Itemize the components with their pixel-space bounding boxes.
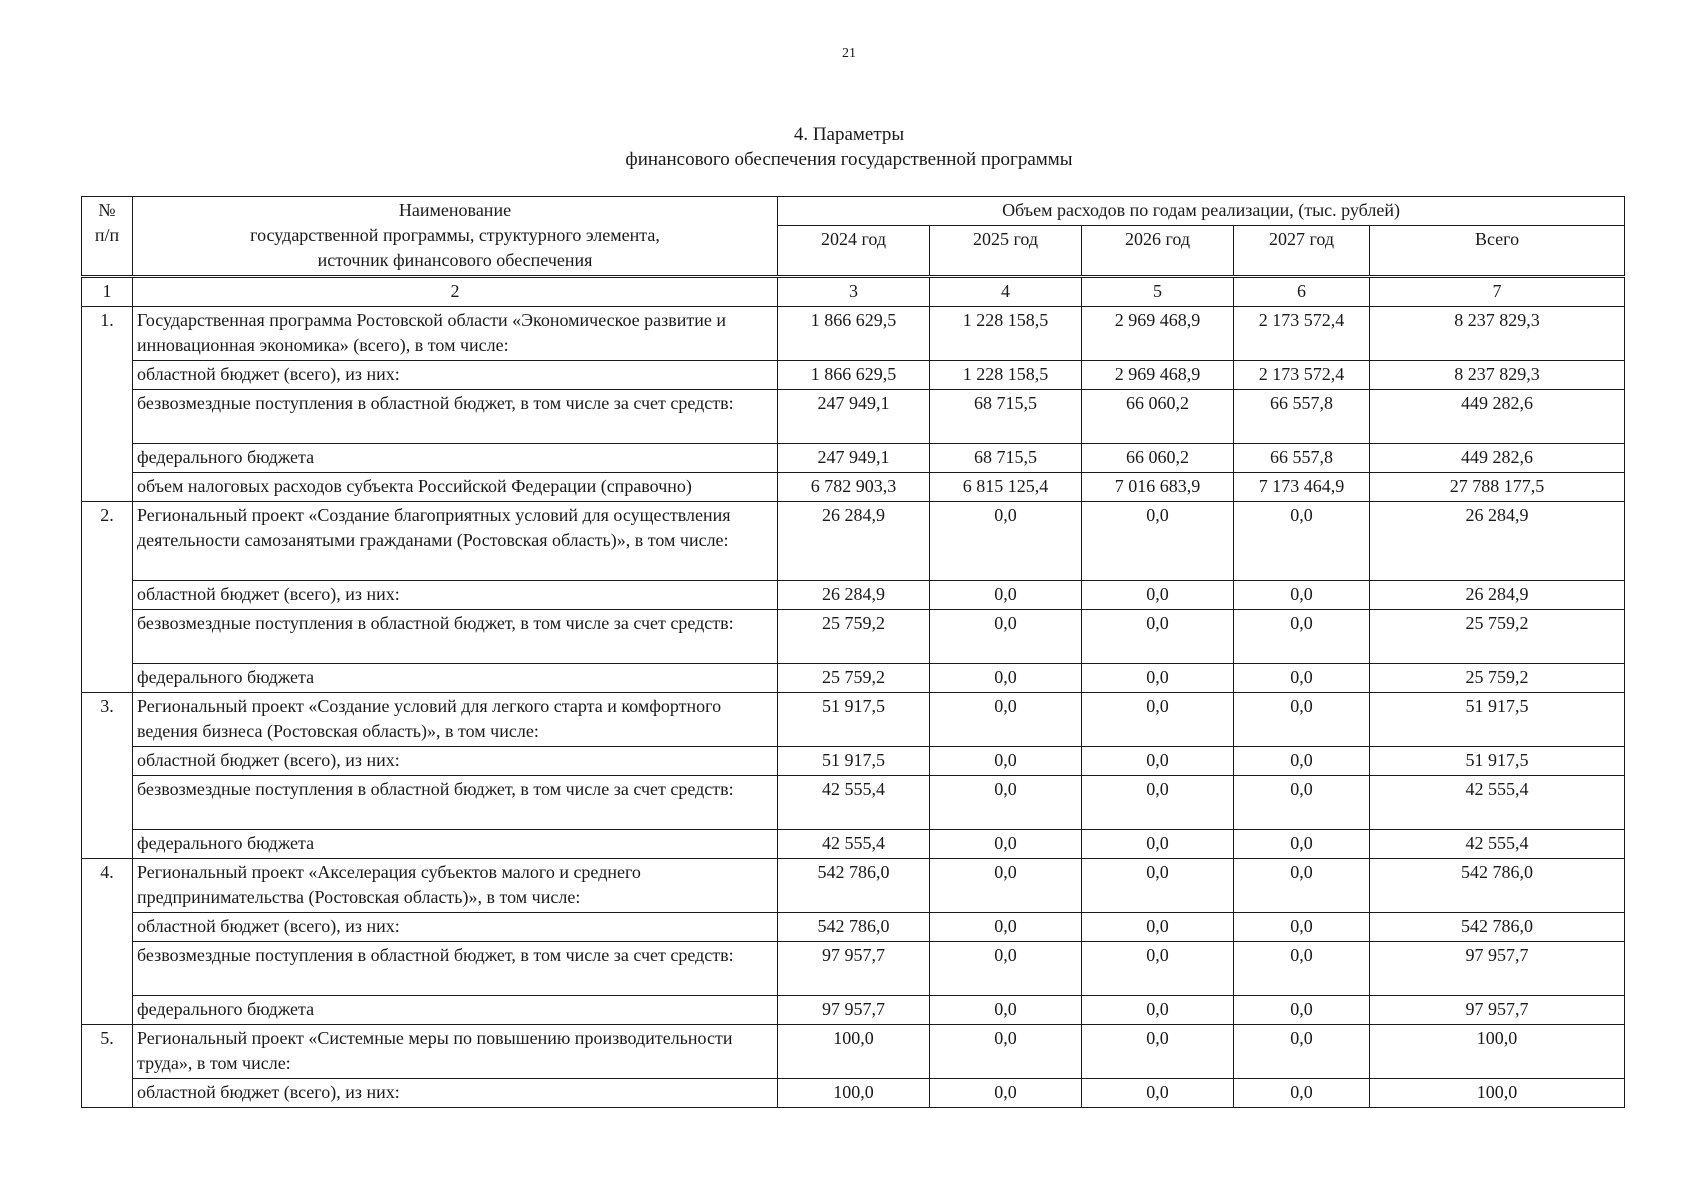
table-row bbox=[82, 693, 1625, 747]
row-number: 3. bbox=[82, 693, 133, 859]
value-2027: 0,0 bbox=[1234, 776, 1370, 830]
table-row bbox=[82, 830, 1625, 859]
value-2026: 0,0 bbox=[1082, 942, 1234, 996]
value-2024: 6 782 903,3 bbox=[778, 473, 930, 502]
value-2026: 0,0 bbox=[1082, 996, 1234, 1025]
value-2027: 0,0 bbox=[1234, 913, 1370, 942]
value-2027: 0,0 bbox=[1234, 996, 1370, 1025]
page-number: 21 bbox=[842, 46, 856, 61]
value-total: 8 237 829,3 bbox=[1370, 361, 1625, 390]
row-name: Региональный проект «Создание условий для легкого старта и комфортного ведения бизнеса (Ростовская область)», в том числе: bbox=[133, 693, 778, 747]
financial-table bbox=[81, 196, 1625, 1108]
table-row bbox=[82, 996, 1625, 1025]
row-name: федерального бюджета bbox=[133, 996, 778, 1025]
value-2025: 0,0 bbox=[930, 693, 1082, 747]
value-2026: 66 060,2 bbox=[1082, 390, 1234, 444]
value-total: 27 788 177,5 bbox=[1370, 473, 1625, 502]
value-2025: 0,0 bbox=[930, 1025, 1082, 1079]
row-name: областной бюджет (всего), из них: bbox=[133, 913, 778, 942]
value-2026: 0,0 bbox=[1082, 776, 1234, 830]
value-2024: 542 786,0 bbox=[778, 859, 930, 913]
value-2027: 66 557,8 bbox=[1234, 390, 1370, 444]
value-2025: 0,0 bbox=[930, 581, 1082, 610]
value-total: 26 284,9 bbox=[1370, 502, 1625, 581]
value-2024: 100,0 bbox=[778, 1079, 930, 1108]
value-2025: 1 228 158,5 bbox=[930, 307, 1082, 361]
row-name: областной бюджет (всего), из них: bbox=[133, 747, 778, 776]
table-row bbox=[82, 502, 1625, 581]
value-2025: 68 715,5 bbox=[930, 444, 1082, 473]
row-name: федерального бюджета bbox=[133, 664, 778, 693]
value-2024: 1 866 629,5 bbox=[778, 361, 930, 390]
value-2026: 0,0 bbox=[1082, 747, 1234, 776]
value-total: 25 759,2 bbox=[1370, 610, 1625, 664]
table-row bbox=[82, 610, 1625, 664]
value-2024: 42 555,4 bbox=[778, 830, 930, 859]
value-2026: 2 969 468,9 bbox=[1082, 307, 1234, 361]
value-2027: 2 173 572,4 bbox=[1234, 307, 1370, 361]
table-row bbox=[82, 913, 1625, 942]
value-2027: 0,0 bbox=[1234, 502, 1370, 581]
value-total: 542 786,0 bbox=[1370, 913, 1625, 942]
row-number: 5. bbox=[82, 1025, 133, 1108]
value-total: 100,0 bbox=[1370, 1079, 1625, 1108]
row-number: 4. bbox=[82, 859, 133, 1025]
value-total: 42 555,4 bbox=[1370, 830, 1625, 859]
value-2024: 51 917,5 bbox=[778, 747, 930, 776]
value-2026: 66 060,2 bbox=[1082, 444, 1234, 473]
row-name: безвозмездные поступления в областной бюджет, в том числе за счет средств: bbox=[133, 776, 778, 830]
header-year-2027: 2027 год bbox=[1234, 226, 1370, 277]
column-numbers-row bbox=[82, 277, 1625, 307]
row-name: областной бюджет (всего), из них: bbox=[133, 361, 778, 390]
row-name: областной бюджет (всего), из них: bbox=[133, 1079, 778, 1108]
value-2027: 0,0 bbox=[1234, 581, 1370, 610]
value-total: 100,0 bbox=[1370, 1025, 1625, 1079]
header-year-2025: 2025 год bbox=[930, 226, 1082, 277]
value-2024: 26 284,9 bbox=[778, 502, 930, 581]
value-2026: 0,0 bbox=[1082, 581, 1234, 610]
value-2025: 6 815 125,4 bbox=[930, 473, 1082, 502]
row-name: Государственная программа Ростовской области «Экономическое развитие и инновационная экономика» (всего), в том числе: bbox=[133, 307, 778, 361]
row-name: безвозмездные поступления в областной бюджет, в том числе за счет средств: bbox=[133, 942, 778, 996]
value-2024: 97 957,7 bbox=[778, 996, 930, 1025]
table-row bbox=[82, 1025, 1625, 1079]
value-2027: 0,0 bbox=[1234, 747, 1370, 776]
value-2024: 542 786,0 bbox=[778, 913, 930, 942]
value-total: 449 282,6 bbox=[1370, 444, 1625, 473]
table-row bbox=[82, 307, 1625, 361]
row-name: федерального бюджета bbox=[133, 444, 778, 473]
value-2025: 0,0 bbox=[930, 830, 1082, 859]
header-name-cell bbox=[133, 197, 778, 277]
value-2026: 0,0 bbox=[1082, 693, 1234, 747]
value-2024: 97 957,7 bbox=[778, 942, 930, 996]
value-2027: 0,0 bbox=[1234, 830, 1370, 859]
value-2026: 0,0 bbox=[1082, 610, 1234, 664]
row-name: безвозмездные поступления в областной бюджет, в том числе за счет средств: bbox=[133, 610, 778, 664]
value-2027: 0,0 bbox=[1234, 610, 1370, 664]
table-row bbox=[82, 747, 1625, 776]
header-year-2024: 2024 год bbox=[778, 226, 930, 277]
table-row bbox=[82, 390, 1625, 444]
value-2024: 247 949,1 bbox=[778, 390, 930, 444]
value-total: 8 237 829,3 bbox=[1370, 307, 1625, 361]
column-number: 3 bbox=[778, 277, 930, 307]
value-2025: 0,0 bbox=[930, 776, 1082, 830]
row-name: безвозмездные поступления в областной бюджет, в том числе за счет средств: bbox=[133, 390, 778, 444]
value-2025: 0,0 bbox=[930, 664, 1082, 693]
value-2026: 0,0 bbox=[1082, 664, 1234, 693]
value-total: 542 786,0 bbox=[1370, 859, 1625, 913]
value-2026: 2 969 468,9 bbox=[1082, 361, 1234, 390]
value-2026: 0,0 bbox=[1082, 913, 1234, 942]
table-row bbox=[82, 859, 1625, 913]
value-total: 26 284,9 bbox=[1370, 581, 1625, 610]
table-row bbox=[82, 664, 1625, 693]
value-2026: 0,0 bbox=[1082, 502, 1234, 581]
value-2025: 1 228 158,5 bbox=[930, 361, 1082, 390]
header-volume-cell: Объем расходов по годам реализации, (тыс. рублей) bbox=[778, 197, 1625, 226]
column-number: 5 bbox=[1082, 277, 1234, 307]
table-row bbox=[82, 581, 1625, 610]
value-total: 449 282,6 bbox=[1370, 390, 1625, 444]
value-2025: 0,0 bbox=[930, 502, 1082, 581]
value-2025: 0,0 bbox=[930, 1079, 1082, 1108]
table-row bbox=[82, 444, 1625, 473]
header-num-line-1: № bbox=[98, 200, 116, 220]
column-number: 7 bbox=[1370, 277, 1625, 307]
column-number: 2 bbox=[133, 277, 778, 307]
value-2025: 0,0 bbox=[930, 610, 1082, 664]
title-line-1: 4. Параметры bbox=[793, 124, 905, 145]
row-name: областной бюджет (всего), из них: bbox=[133, 581, 778, 610]
value-2027: 66 557,8 bbox=[1234, 444, 1370, 473]
column-number: 6 bbox=[1234, 277, 1370, 307]
column-number: 1 bbox=[82, 277, 133, 307]
header-total: Всего bbox=[1370, 226, 1625, 277]
value-2024: 26 284,9 bbox=[778, 581, 930, 610]
value-2024: 100,0 bbox=[778, 1025, 930, 1079]
value-2025: 68 715,5 bbox=[930, 390, 1082, 444]
value-2024: 247 949,1 bbox=[778, 444, 930, 473]
value-2027: 7 173 464,9 bbox=[1234, 473, 1370, 502]
row-name: Региональный проект «Системные меры по повышению производительности труда», в том числе: bbox=[133, 1025, 778, 1079]
value-total: 51 917,5 bbox=[1370, 693, 1625, 747]
value-2025: 0,0 bbox=[930, 996, 1082, 1025]
value-2026: 0,0 bbox=[1082, 830, 1234, 859]
row-number: 1. bbox=[82, 307, 133, 502]
row-name: объем налоговых расходов субъекта Российской Федерации (справочно) bbox=[133, 473, 778, 502]
value-2027: 0,0 bbox=[1234, 942, 1370, 996]
header-num-line-2: п/п bbox=[94, 225, 120, 245]
value-2025: 0,0 bbox=[930, 942, 1082, 996]
table-row bbox=[82, 473, 1625, 502]
value-2026: 0,0 bbox=[1082, 1025, 1234, 1079]
table-row bbox=[82, 361, 1625, 390]
header-year-2026: 2026 год bbox=[1082, 226, 1234, 277]
value-2026: 7 016 683,9 bbox=[1082, 473, 1234, 502]
value-2027: 0,0 bbox=[1234, 664, 1370, 693]
header-name-line-2: государственной программы, структурного элемента, bbox=[250, 225, 660, 245]
row-name: Региональный проект «Создание благоприятных условий для осуществления деятельности самозанятыми гражданами (Ростовская область)», в том числе: bbox=[133, 502, 778, 581]
title-line-2: финансового обеспечения государственной программы bbox=[625, 149, 1073, 170]
value-2024: 25 759,2 bbox=[778, 610, 930, 664]
header-name-line-1: Наименование bbox=[398, 200, 512, 220]
value-total: 97 957,7 bbox=[1370, 996, 1625, 1025]
value-2024: 25 759,2 bbox=[778, 664, 930, 693]
table-row bbox=[82, 942, 1625, 996]
row-name: федерального бюджета bbox=[133, 830, 778, 859]
value-2027: 0,0 bbox=[1234, 1025, 1370, 1079]
table-row bbox=[82, 1079, 1625, 1108]
value-2025: 0,0 bbox=[930, 913, 1082, 942]
value-2027: 0,0 bbox=[1234, 693, 1370, 747]
value-2027: 0,0 bbox=[1234, 859, 1370, 913]
value-2026: 0,0 bbox=[1082, 1079, 1234, 1108]
header-row-1 bbox=[82, 197, 1625, 226]
value-total: 42 555,4 bbox=[1370, 776, 1625, 830]
row-name: Региональный проект «Акселерация субъектов малого и среднего предпринимательства (Ростовская область)», в том числе: bbox=[133, 859, 778, 913]
value-total: 97 957,7 bbox=[1370, 942, 1625, 996]
value-2025: 0,0 bbox=[930, 859, 1082, 913]
value-2027: 2 173 572,4 bbox=[1234, 361, 1370, 390]
value-total: 25 759,2 bbox=[1370, 664, 1625, 693]
header-num-cell bbox=[82, 197, 133, 277]
value-2024: 51 917,5 bbox=[778, 693, 930, 747]
value-2027: 0,0 bbox=[1234, 1079, 1370, 1108]
header-name-line-3: источник финансового обеспечения bbox=[317, 250, 593, 270]
value-2024: 1 866 629,5 bbox=[778, 307, 930, 361]
value-2024: 42 555,4 bbox=[778, 776, 930, 830]
value-2026: 0,0 bbox=[1082, 859, 1234, 913]
document-title bbox=[0, 122, 1698, 172]
row-number: 2. bbox=[82, 502, 133, 693]
column-number: 4 bbox=[930, 277, 1082, 307]
table-row bbox=[82, 776, 1625, 830]
value-2025: 0,0 bbox=[930, 747, 1082, 776]
value-total: 51 917,5 bbox=[1370, 747, 1625, 776]
